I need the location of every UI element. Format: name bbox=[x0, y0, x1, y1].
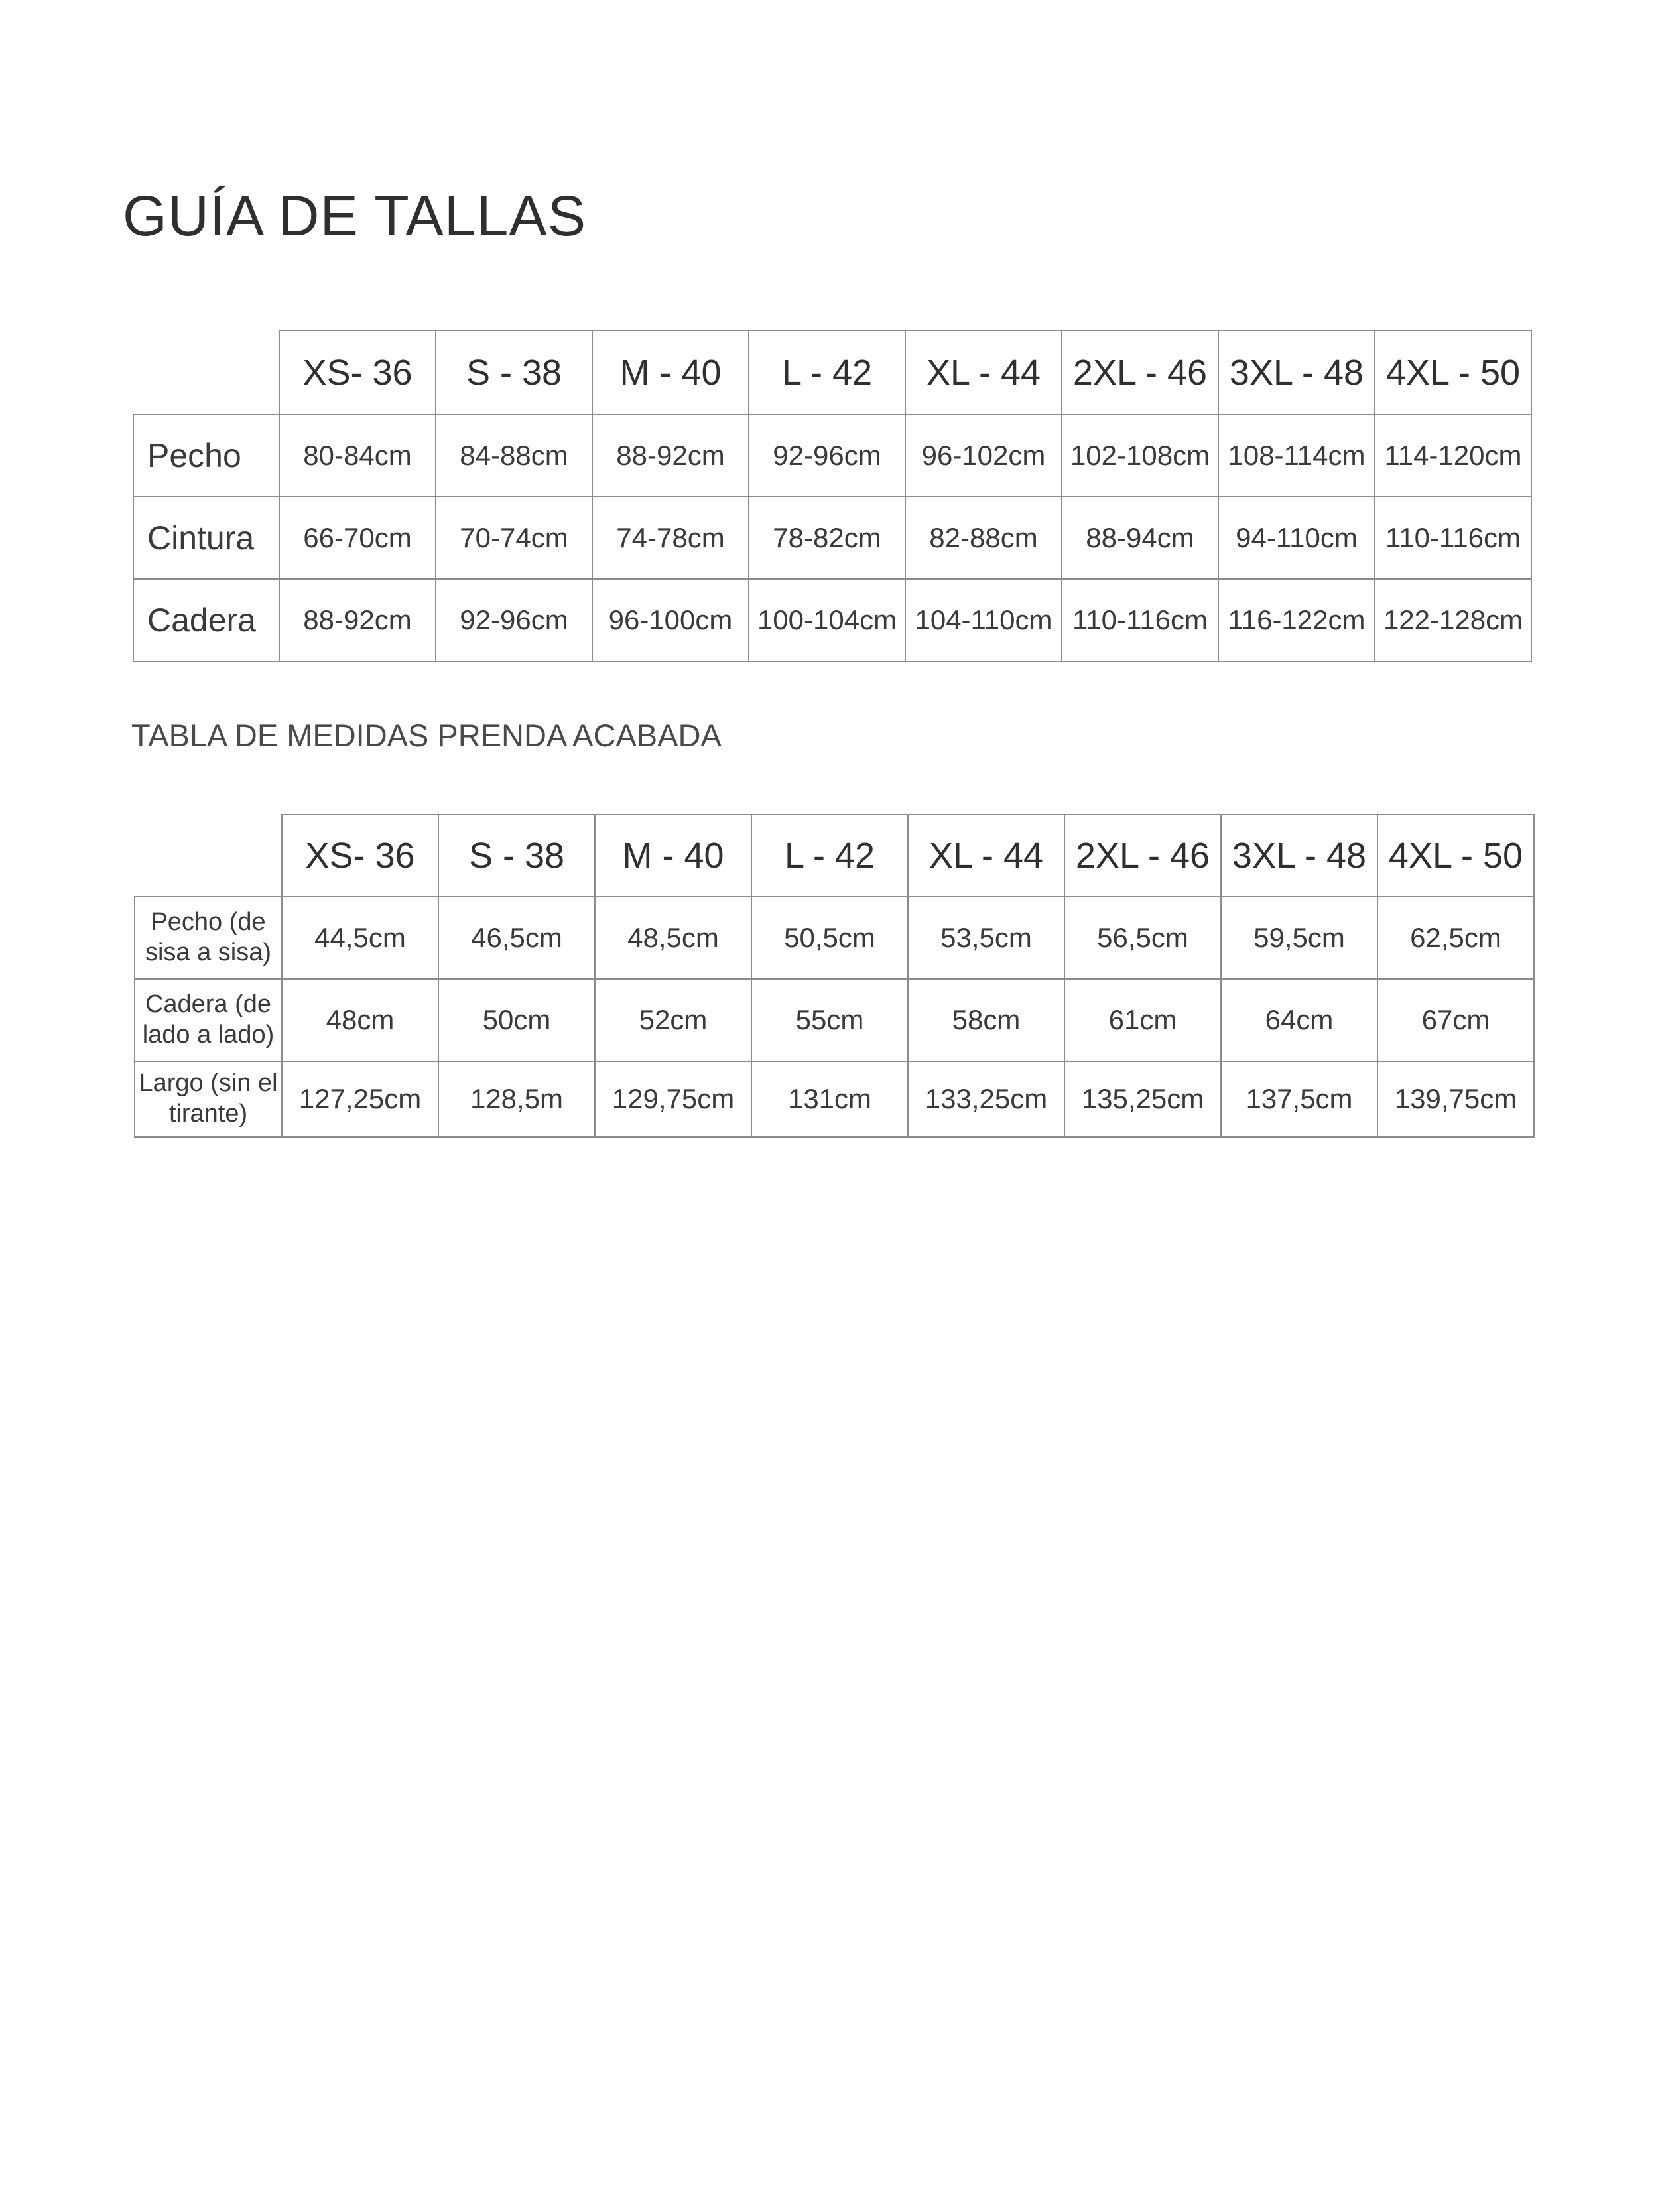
size-guide-table bbox=[133, 330, 1532, 662]
size-header: 4XL - 50 bbox=[1377, 814, 1534, 897]
table-row bbox=[133, 579, 1531, 661]
table-row bbox=[133, 497, 1531, 579]
table-cell: 127,25cm bbox=[282, 1061, 438, 1137]
row-label: Cadera bbox=[133, 579, 279, 661]
finished-garment-heading: TABLA DE MEDIDAS PRENDA ACABADA bbox=[131, 718, 722, 753]
size-header: L - 42 bbox=[751, 814, 908, 897]
table-cell: 50cm bbox=[438, 979, 595, 1061]
table-cell: 96-102cm bbox=[905, 415, 1062, 497]
table-cell: 61cm bbox=[1064, 979, 1221, 1061]
table-cell: 46,5cm bbox=[438, 897, 595, 979]
table-cell: 80-84cm bbox=[279, 415, 436, 497]
table-cell: 116-122cm bbox=[1218, 579, 1375, 661]
table-cell: 110-116cm bbox=[1062, 579, 1218, 661]
table-cell: 102-108cm bbox=[1062, 415, 1218, 497]
table-cell: 100-104cm bbox=[749, 579, 905, 661]
table-cell: 128,5m bbox=[438, 1061, 595, 1137]
size-header: L - 42 bbox=[749, 330, 905, 415]
table-row bbox=[135, 1061, 1534, 1137]
table-cell: 94-110cm bbox=[1218, 497, 1375, 579]
table-cell: 78-82cm bbox=[749, 497, 905, 579]
size-header: 4XL - 50 bbox=[1375, 330, 1531, 415]
size-header: S - 38 bbox=[438, 814, 595, 897]
table-cell: 48cm bbox=[282, 979, 438, 1061]
table-cell: 82-88cm bbox=[905, 497, 1062, 579]
finished-garment-table bbox=[134, 814, 1535, 1138]
table-cell: 110-116cm bbox=[1375, 497, 1531, 579]
table-cell: 66-70cm bbox=[279, 497, 436, 579]
table-cell: 88-92cm bbox=[592, 415, 749, 497]
table-cell: 88-92cm bbox=[279, 579, 436, 661]
table-cell: 56,5cm bbox=[1064, 897, 1221, 979]
size-header: XS- 36 bbox=[282, 814, 438, 897]
table-cell: 131cm bbox=[751, 1061, 908, 1137]
table-cell: 58cm bbox=[908, 979, 1064, 1061]
table-cell: 70-74cm bbox=[436, 497, 592, 579]
table-cell: 104-110cm bbox=[905, 579, 1062, 661]
size-header: 3XL - 48 bbox=[1221, 814, 1377, 897]
table-cell: 62,5cm bbox=[1377, 897, 1534, 979]
table-cell: 67cm bbox=[1377, 979, 1534, 1061]
size-header: S - 38 bbox=[436, 330, 592, 415]
row-label: Largo (sin el tirante) bbox=[135, 1061, 282, 1137]
table-cell: 48,5cm bbox=[595, 897, 751, 979]
table-cell: 139,75cm bbox=[1377, 1061, 1534, 1137]
size-header: 2XL - 46 bbox=[1064, 814, 1221, 897]
size-header: M - 40 bbox=[592, 330, 749, 415]
row-label: Pecho (de sisa a sisa) bbox=[135, 897, 282, 979]
table-cell: 50,5cm bbox=[751, 897, 908, 979]
table-cell: 122-128cm bbox=[1375, 579, 1531, 661]
table-cell: 135,25cm bbox=[1064, 1061, 1221, 1137]
page-title: GUÍA DE TALLAS bbox=[123, 184, 587, 248]
corner-cell bbox=[133, 330, 279, 415]
table-cell: 92-96cm bbox=[749, 415, 905, 497]
size-header: M - 40 bbox=[595, 814, 751, 897]
table-cell: 137,5cm bbox=[1221, 1061, 1377, 1137]
table-cell: 52cm bbox=[595, 979, 751, 1061]
table-cell: 129,75cm bbox=[595, 1061, 751, 1137]
table-cell: 114-120cm bbox=[1375, 415, 1531, 497]
table-cell: 44,5cm bbox=[282, 897, 438, 979]
size-header: XL - 44 bbox=[908, 814, 1064, 897]
table-cell: 55cm bbox=[751, 979, 908, 1061]
row-label: Cintura bbox=[133, 497, 279, 579]
table-cell: 64cm bbox=[1221, 979, 1377, 1061]
table-row bbox=[135, 897, 1534, 979]
table-cell: 59,5cm bbox=[1221, 897, 1377, 979]
size-header: XL - 44 bbox=[905, 330, 1062, 415]
table-cell: 96-100cm bbox=[592, 579, 749, 661]
size-header-row bbox=[133, 330, 1531, 415]
table-cell: 53,5cm bbox=[908, 897, 1064, 979]
size-header-row bbox=[135, 814, 1534, 897]
size-header: 3XL - 48 bbox=[1218, 330, 1375, 415]
table-cell: 133,25cm bbox=[908, 1061, 1064, 1137]
table-cell: 84-88cm bbox=[436, 415, 592, 497]
table-cell: 74-78cm bbox=[592, 497, 749, 579]
table-cell: 88-94cm bbox=[1062, 497, 1218, 579]
table-row bbox=[133, 415, 1531, 497]
size-header: XS- 36 bbox=[279, 330, 436, 415]
row-label: Pecho bbox=[133, 415, 279, 497]
table-cell: 108-114cm bbox=[1218, 415, 1375, 497]
corner-cell bbox=[135, 814, 282, 897]
row-label: Cadera (de lado a lado) bbox=[135, 979, 282, 1061]
table-row bbox=[135, 979, 1534, 1061]
table-cell: 92-96cm bbox=[436, 579, 592, 661]
size-header: 2XL - 46 bbox=[1062, 330, 1218, 415]
